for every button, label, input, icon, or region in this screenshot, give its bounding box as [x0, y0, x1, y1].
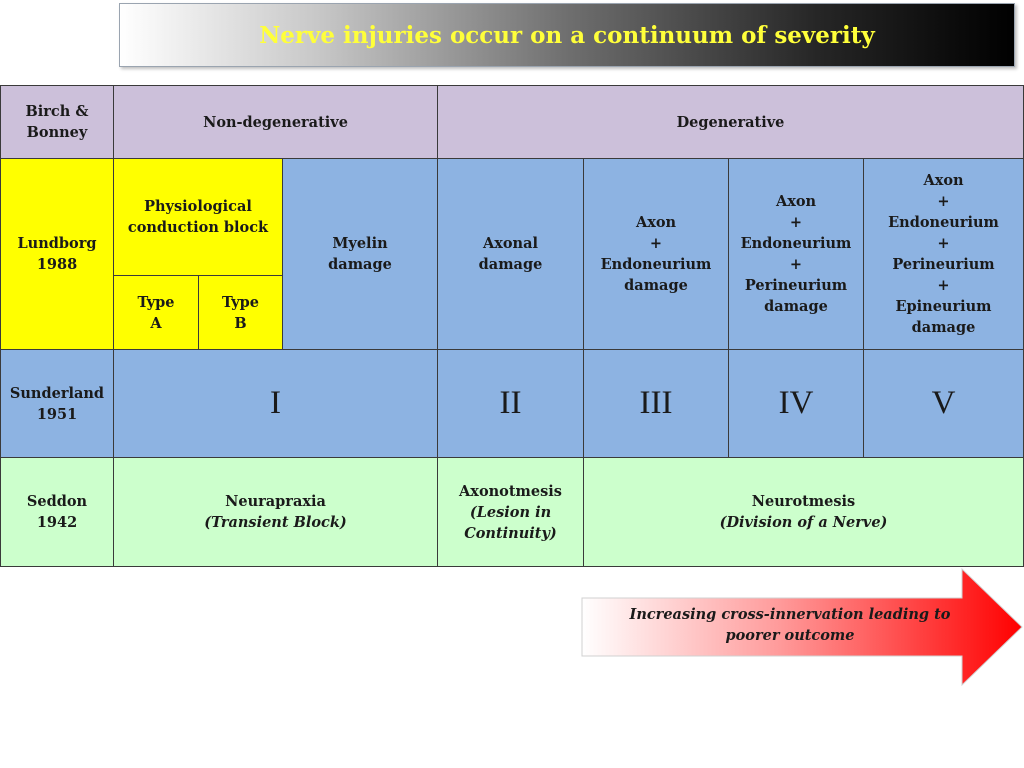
type-b: [198, 275, 283, 350]
line: damage: [911, 319, 976, 336]
grade-numeral: III: [639, 385, 673, 421]
line: Lundborg: [17, 235, 97, 252]
line: damage: [764, 298, 828, 315]
line: 1988: [36, 256, 78, 273]
line: Bonney: [26, 124, 88, 141]
line: +: [789, 256, 803, 273]
row-label-birch-bonney: [0, 85, 114, 159]
line: Neurotmesis: [751, 493, 856, 510]
axon-endoneurium-damage: [583, 158, 729, 350]
line: Continuity): [464, 524, 557, 542]
axonal-damage: [437, 158, 584, 350]
non-degenerative-header: [113, 85, 438, 159]
line: Endoneurium: [740, 235, 852, 252]
type-a: [113, 275, 199, 350]
line: Birch &: [25, 103, 89, 120]
sunderland-grade-1: [113, 349, 438, 458]
line: damage: [478, 256, 543, 273]
line: +: [937, 277, 950, 294]
axon-endoneurium-perineurium-damage: [728, 158, 864, 350]
line: Axon: [923, 172, 964, 189]
line: +: [789, 214, 803, 231]
line: Axon: [775, 193, 817, 210]
line: poorer outcome: [725, 627, 855, 644]
line: (Lesion in: [469, 503, 552, 521]
sunderland-grade-3: [583, 349, 729, 458]
line: damage: [328, 256, 392, 273]
neurapraxia: [113, 457, 438, 567]
line: Perineurium: [892, 256, 995, 273]
arrow-label: [620, 604, 960, 646]
myelin-damage: [282, 158, 438, 350]
row-label-seddon: [0, 457, 114, 567]
sunderland-grade-2: [437, 349, 584, 458]
line: Axon: [635, 214, 677, 231]
title-banner: [119, 3, 1015, 67]
axon-endoneurium-perineurium-epineurium-damage: [863, 158, 1024, 350]
grade-numeral: IV: [778, 385, 814, 421]
sunderland-grade-4: [728, 349, 864, 458]
line: B: [234, 314, 247, 332]
line: Non-degenerative: [203, 113, 348, 131]
neurotmesis: [583, 457, 1024, 567]
line: Seddon: [26, 493, 88, 510]
line: +: [937, 193, 950, 210]
line: Physiological: [144, 198, 252, 215]
physiological-conduction-block: [113, 158, 283, 276]
sunderland-grade-5: [863, 349, 1024, 458]
line: Axonotmesis: [459, 482, 562, 500]
grade-numeral: V: [931, 385, 956, 421]
line: 1942: [36, 514, 78, 531]
line: 1951: [36, 405, 78, 423]
line: Type: [222, 293, 259, 311]
degenerative-header: [437, 85, 1024, 159]
row-label-sunderland: [0, 349, 114, 458]
line: Myelin: [332, 235, 388, 252]
line: Epineurium: [895, 298, 992, 315]
line: Increasing cross-innervation leading to: [629, 606, 951, 623]
line: Neurapraxia: [225, 493, 326, 510]
line: (Transient Block): [204, 514, 347, 531]
line: Perineurium: [744, 277, 848, 294]
line: conduction block: [127, 219, 269, 236]
line: Endoneurium: [888, 214, 999, 231]
line: damage: [624, 277, 688, 294]
line: Sunderland: [9, 384, 105, 402]
axonotmesis: [437, 457, 584, 567]
grade-numeral: I: [270, 385, 281, 421]
line: Axonal: [482, 235, 538, 252]
line: Type: [137, 293, 175, 311]
row-label-lundborg: [0, 158, 114, 350]
grade-numeral: II: [499, 385, 522, 421]
line: A: [150, 314, 162, 332]
line: (Division of a Nerve): [719, 514, 888, 531]
line: Degenerative: [676, 113, 785, 131]
slide-title: Nerve injuries occur on a continuum of severity: [259, 21, 875, 49]
line: +: [937, 235, 950, 252]
line: +: [649, 235, 663, 252]
line: Endoneurium: [600, 256, 712, 273]
